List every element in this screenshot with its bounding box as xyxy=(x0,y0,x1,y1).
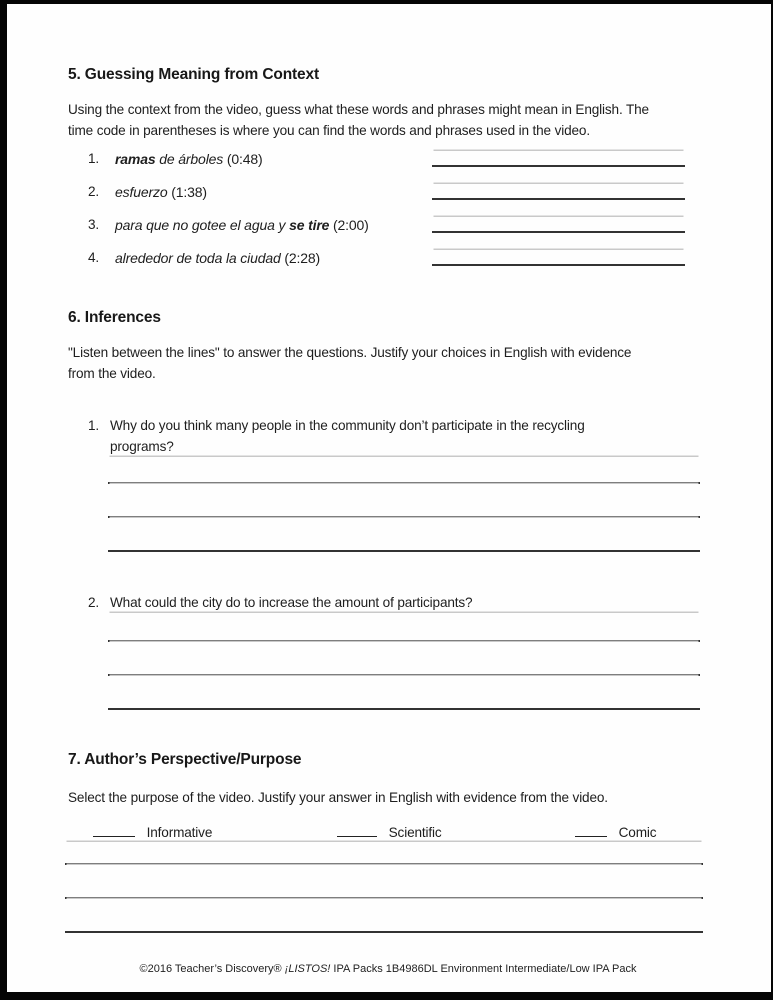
instruction-line: "Listen between the lines" to answer the questions. Justify your choices in English with evidence xyxy=(68,345,632,360)
section-6-instructions xyxy=(68,342,708,384)
option-blank xyxy=(575,824,607,837)
section-5-heading: 5. Guessing Meaning from Context xyxy=(68,66,319,83)
inference-question xyxy=(88,415,708,457)
question-text: What could the city do to increase the amount of participants? xyxy=(110,595,473,610)
instruction-line: time code in parentheses is where you can find the words and phrases used in the video. xyxy=(68,123,590,138)
item-number: 1. xyxy=(88,151,100,166)
vocab-item xyxy=(88,184,708,217)
answer-line xyxy=(108,457,700,484)
vocab-item xyxy=(88,250,708,283)
vocab-phrase: alrededor de toda la ciudad (2:28) xyxy=(115,250,321,266)
page-footer: ©2016 Teacher’s Discovery® ¡LISTOS! IPA Packs 1B4986DL Environment Intermediate/Low IPA Pack xyxy=(139,963,637,975)
vocab-item xyxy=(88,217,708,250)
answer-line xyxy=(108,518,700,552)
purpose-option-scientific xyxy=(337,824,442,840)
section-7-heading: 7. Author’s Perspective/Purpose xyxy=(68,751,302,768)
section-7-instructions: Select the purpose of the video. Justify your answer in English with evidence from the video. xyxy=(68,790,608,805)
purpose-option-informative xyxy=(93,824,212,840)
answer-line xyxy=(108,676,700,710)
answer-line xyxy=(108,613,700,642)
purpose-options xyxy=(68,824,708,842)
vocab-phrase: esfuerzo (1:38) xyxy=(115,184,207,200)
answer-blank xyxy=(432,184,685,200)
answer-line xyxy=(65,865,703,899)
answer-line xyxy=(108,642,700,676)
answer-lines xyxy=(108,457,700,552)
question-text: Why do you think many people in the community don’t participate in the recycling programs? xyxy=(110,418,585,454)
option-blank xyxy=(93,824,135,837)
item-number: 4. xyxy=(88,250,100,265)
section-6-heading: 6. Inferences xyxy=(68,309,161,326)
item-number: 2. xyxy=(88,184,100,199)
item-number: 1. xyxy=(88,418,100,433)
instruction-line: from the video. xyxy=(68,366,156,381)
answer-line xyxy=(65,842,703,865)
answer-lines xyxy=(108,613,700,710)
instruction-line: Using the context from the video, guess what these words and phrases might mean in English. The xyxy=(68,102,649,117)
vocab-item xyxy=(88,151,708,184)
answer-blank xyxy=(432,250,685,266)
answer-line xyxy=(108,484,700,518)
answer-lines xyxy=(65,842,703,933)
answer-line xyxy=(65,899,703,933)
item-number: 2. xyxy=(88,595,100,610)
vocab-phrase: ramas de árboles (0:48) xyxy=(115,151,263,167)
option-label: Scientific xyxy=(388,825,442,840)
vocab-list xyxy=(88,151,708,283)
answer-blank xyxy=(432,217,685,233)
vocab-phrase: para que no gotee el agua y se tire (2:00) xyxy=(115,217,369,233)
answer-blank xyxy=(432,151,685,167)
purpose-option-comic xyxy=(575,824,656,840)
item-number: 3. xyxy=(88,217,100,232)
option-blank xyxy=(337,824,377,837)
section-5-instructions xyxy=(68,99,708,141)
option-label: Informative xyxy=(146,825,213,840)
option-label: Comic xyxy=(618,825,657,840)
inference-question xyxy=(88,592,708,613)
